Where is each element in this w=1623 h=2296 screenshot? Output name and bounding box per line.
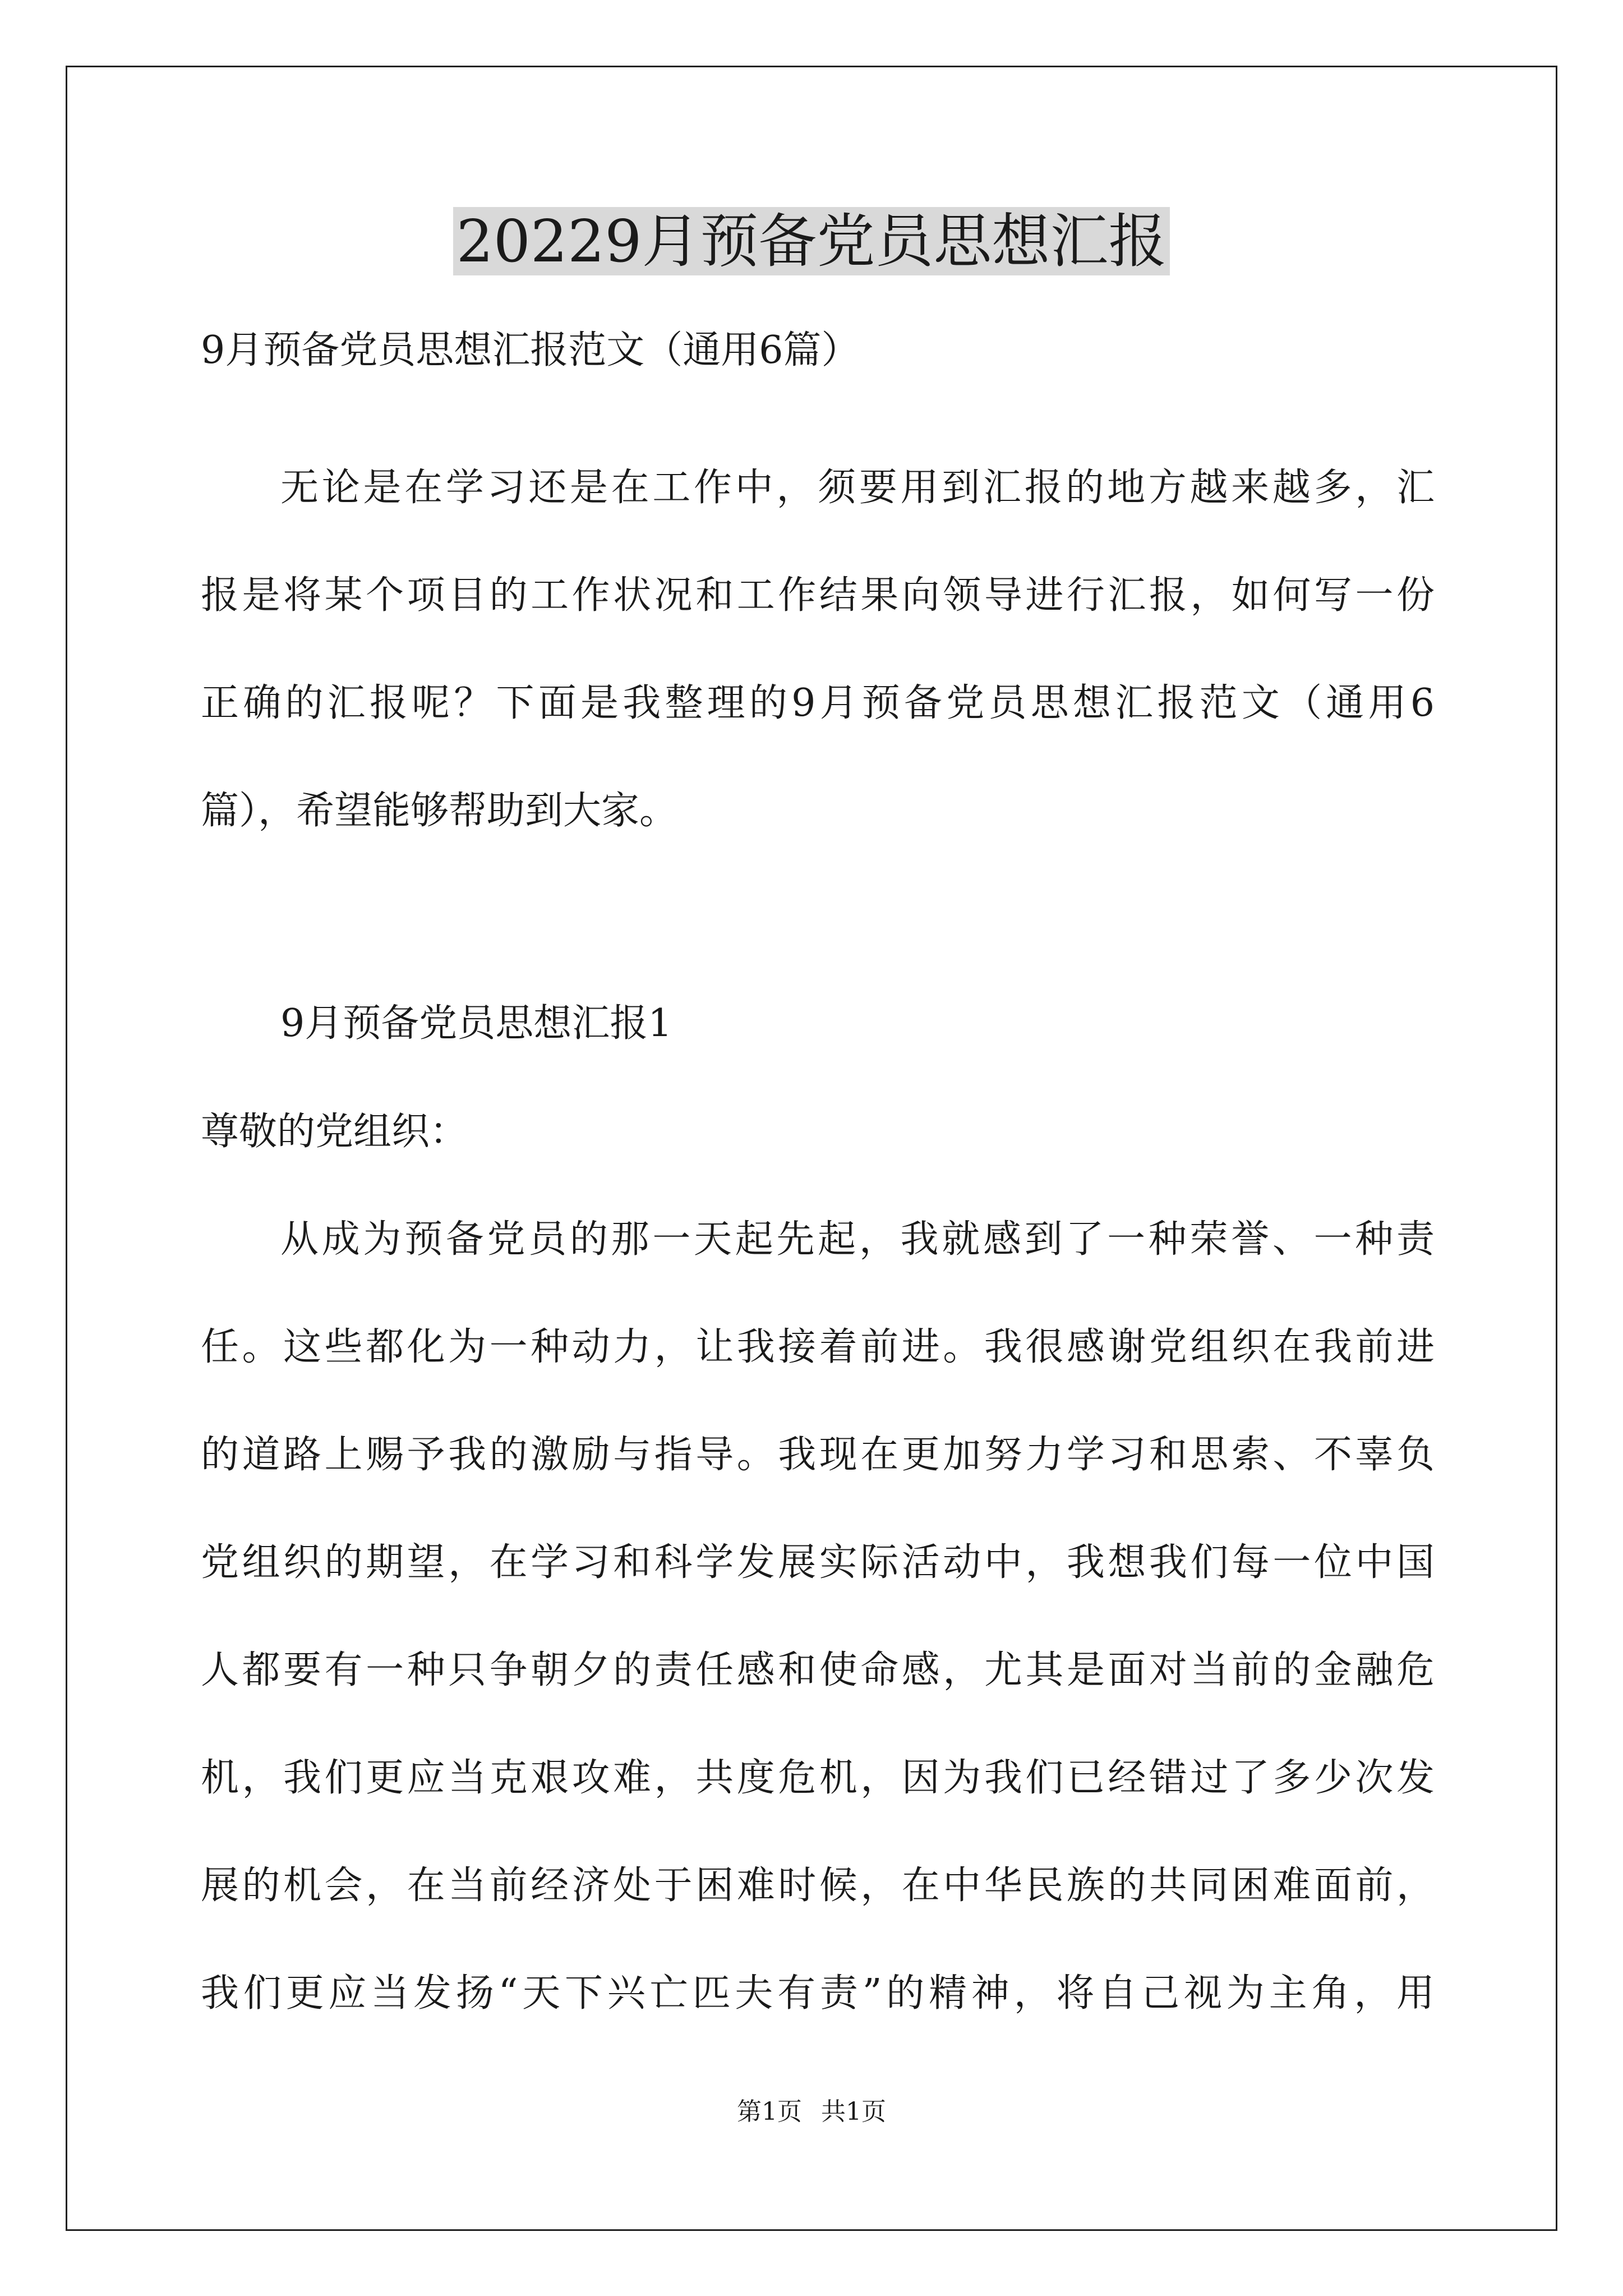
section-heading: 9月预备党员思想汇报1 xyxy=(280,1001,672,1046)
document-title: 20229月预备党员思想汇报 xyxy=(0,202,1623,280)
page-footer: 第1页 共1页 xyxy=(737,2097,886,2126)
document-subtitle: 9月预备党员思想汇报范文（通用6篇） xyxy=(201,328,860,372)
salutation: 尊敬的党组织： xyxy=(201,1110,468,1154)
body-line-6: 机，我们更应当克艰攻难，共度危机，因为我们已经错过了多少次发 xyxy=(201,1756,1435,1800)
body-line-3: 的道路上赐予我的激励与指导。我现在更加努力学习和思索、不辜负 xyxy=(201,1433,1435,1477)
intro-line-4: 篇），希望能够帮助到大家。 xyxy=(201,789,678,833)
intro-line-3: 正确的汇报呢？下面是我整理的9月预备党员思想汇报范文（通用6 xyxy=(201,681,1435,725)
intro-line-1: 无论是在学习还是在工作中，须要用到汇报的地方越来越多，汇 xyxy=(280,466,1435,510)
body-line-1: 从成为预备党员的那一天起先起，我就感到了一种荣誉、一种责 xyxy=(280,1217,1435,1262)
body-line-8: 我们更应当发扬“天下兴亡匹夫有责”的精神，将自己视为主角，用 xyxy=(201,1971,1435,2016)
intro-line-2: 报是将某个项目的工作状况和工作结果向领导进行汇报，如何写一份 xyxy=(201,573,1435,618)
body-line-4: 党组织的期望，在学习和科学发展实际活动中，我想我们每一位中国 xyxy=(201,1540,1435,1585)
body-line-5: 人都要有一种只争朝夕的责任感和使命感，尤其是面对当前的金融危 xyxy=(201,1648,1435,1692)
body-line-2: 任。这些都化为一种动力，让我接着前进。我很感谢党组织在我前进 xyxy=(201,1325,1435,1369)
body-line-7: 展的机会，在当前经济处于困难时候，在中华民族的共同困难面前， xyxy=(201,1864,1435,1908)
